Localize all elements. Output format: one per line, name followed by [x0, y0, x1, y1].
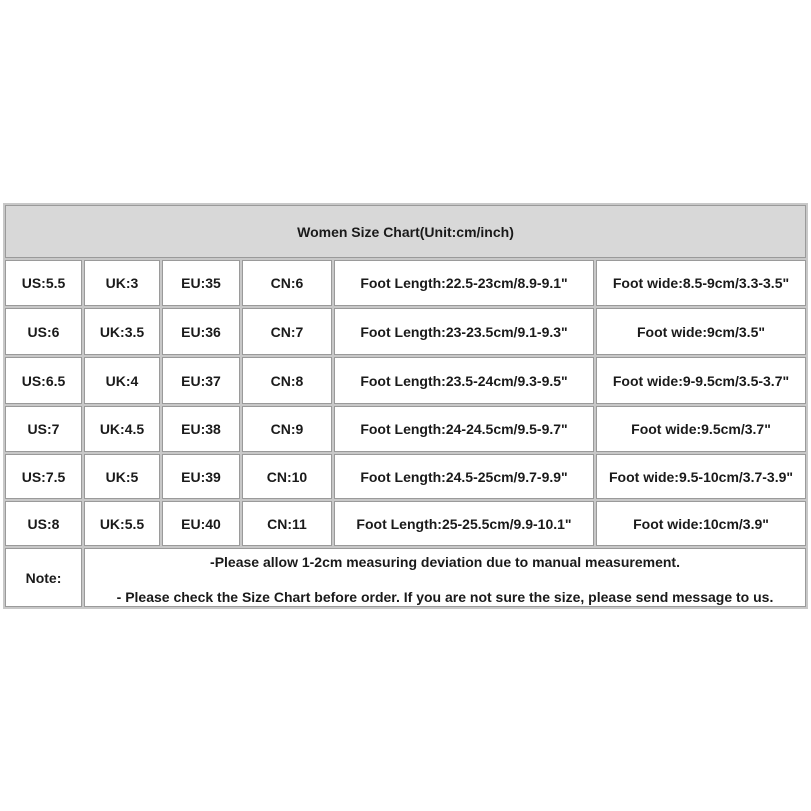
uk-size-cell-text: UK:4	[105, 372, 139, 389]
eu-size-cell-text: EU:39	[181, 468, 221, 485]
eu-size-cell-text: EU:35	[181, 275, 221, 291]
us-size-cell-text: US:5.5	[21, 275, 66, 291]
note-line-1: -Please allow 1-2cm measuring deviation due to manual measurement.	[210, 554, 680, 570]
eu-size-cell	[162, 260, 240, 306]
note-text-cell	[84, 548, 806, 607]
cn-size-cell-text: CN:9	[270, 421, 304, 437]
foot-wide-cell-text: Foot wide:8.5-9cm/3.3-3.5"	[612, 275, 790, 291]
eu-size-cell-text: EU:40	[181, 515, 221, 532]
foot-length-cell	[334, 308, 594, 355]
uk-size-cell	[84, 260, 160, 306]
us-size-cell-text: US:7.5	[21, 468, 66, 485]
foot-length-cell-text: Foot Length:22.5-23cm/8.9-9.1"	[360, 275, 568, 291]
eu-size-cell	[162, 501, 240, 546]
eu-size-cell-text: EU:38	[181, 421, 221, 437]
foot-length-cell	[334, 260, 594, 306]
foot-wide-cell	[596, 454, 806, 499]
eu-size-cell-text: EU:36	[181, 323, 221, 340]
uk-size-cell-text: UK:4.5	[99, 421, 145, 437]
eu-size-cell	[162, 454, 240, 499]
foot-wide-cell-text: Foot wide:9.5-10cm/3.7-3.9"	[608, 468, 794, 485]
foot-length-cell-text: Foot Length:23-23.5cm/9.1-9.3"	[360, 323, 568, 340]
note-line-2: - Please check the Size Chart before order. If you are not sure the size, please send message to us.	[116, 589, 774, 605]
note-label-cell	[5, 548, 82, 607]
cn-size-cell-text: CN:8	[270, 372, 304, 389]
foot-length-cell	[334, 454, 594, 499]
eu-size-cell	[162, 308, 240, 355]
uk-size-cell-text: UK:3	[105, 275, 139, 291]
cn-size-cell-text: CN:11	[267, 515, 307, 532]
cn-size-cell-text: CN:6	[270, 275, 304, 291]
foot-wide-cell-text: Foot wide:9cm/3.5"	[637, 323, 765, 340]
chart-title	[5, 205, 806, 258]
uk-size-cell-text: UK:3.5	[99, 323, 145, 340]
cn-size-cell	[242, 357, 332, 404]
foot-wide-cell-text: Foot wide:9-9.5cm/3.5-3.7"	[612, 372, 790, 389]
foot-wide-cell	[596, 308, 806, 355]
us-size-cell	[5, 260, 82, 306]
cn-size-cell	[242, 501, 332, 546]
cn-size-cell-text: CN:7	[270, 323, 304, 340]
us-size-cell	[5, 454, 82, 499]
note-label: Note:	[25, 569, 62, 586]
eu-size-cell	[162, 406, 240, 452]
uk-size-cell	[84, 406, 160, 452]
us-size-cell-text: US:7	[27, 421, 60, 437]
foot-wide-cell	[596, 357, 806, 404]
us-size-cell	[5, 357, 82, 404]
us-size-cell	[5, 501, 82, 546]
foot-wide-cell-text: Foot wide:9.5cm/3.7"	[631, 421, 771, 437]
foot-length-cell-text: Foot Length:23.5-24cm/9.3-9.5"	[360, 372, 568, 389]
cn-size-cell	[242, 406, 332, 452]
cn-size-cell	[242, 308, 332, 355]
us-size-cell	[5, 308, 82, 355]
us-size-cell	[5, 406, 82, 452]
cn-size-cell	[242, 260, 332, 306]
cn-size-cell-text: CN:10	[266, 468, 308, 485]
uk-size-cell-text: UK:5	[105, 468, 139, 485]
foot-wide-cell	[596, 501, 806, 546]
foot-length-cell-text: Foot Length:24.5-25cm/9.7-9.9"	[360, 468, 568, 485]
uk-size-cell	[84, 357, 160, 404]
eu-size-cell	[162, 357, 240, 404]
foot-length-cell	[334, 357, 594, 404]
foot-length-cell-text: Foot Length:24-24.5cm/9.5-9.7"	[360, 421, 568, 437]
foot-wide-cell-text: Foot wide:10cm/3.9"	[633, 515, 769, 532]
us-size-cell-text: US:8	[27, 515, 60, 532]
foot-wide-cell	[596, 260, 806, 306]
uk-size-cell-text: UK:5.5	[99, 515, 145, 532]
foot-wide-cell	[596, 406, 806, 452]
us-size-cell-text: US:6.5	[21, 372, 66, 389]
foot-length-cell	[334, 406, 594, 452]
eu-size-cell-text: EU:37	[181, 372, 221, 389]
uk-size-cell	[84, 308, 160, 355]
uk-size-cell	[84, 454, 160, 499]
cn-size-cell	[242, 454, 332, 499]
uk-size-cell	[84, 501, 160, 546]
chart-title-text: Women Size Chart(Unit:cm/inch)	[297, 223, 514, 240]
size-chart-table	[3, 203, 808, 609]
us-size-cell-text: US:6	[27, 323, 60, 340]
foot-length-cell	[334, 501, 594, 546]
foot-length-cell-text: Foot Length:25-25.5cm/9.9-10.1"	[356, 515, 572, 532]
